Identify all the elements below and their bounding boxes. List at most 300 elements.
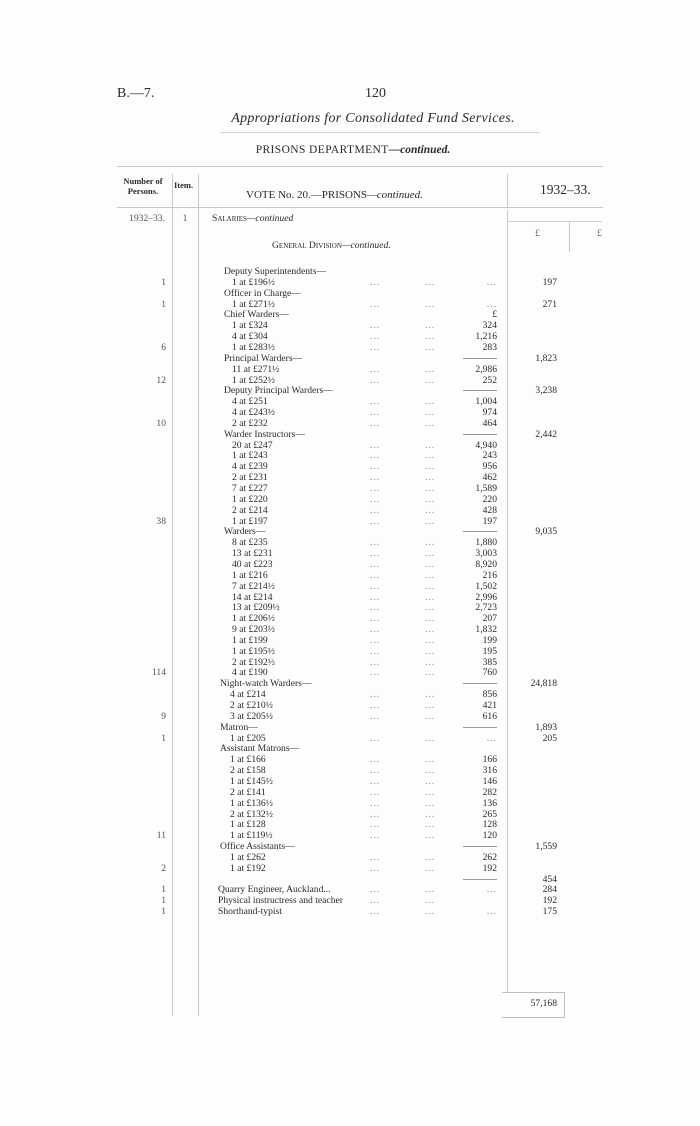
row-label-continued: —continued: [246, 213, 294, 224]
subtotal-rule: [463, 358, 497, 359]
total-amount: 3,238: [535, 385, 557, 397]
sub-amount: £: [492, 309, 497, 321]
row-label: [230, 754, 266, 765]
leader-dots: ...: [425, 569, 436, 581]
total-amount: 1,893: [535, 721, 557, 733]
row-label: [220, 722, 258, 733]
sub-amount: 282: [482, 786, 497, 798]
row-label-text: 2 at £214: [232, 504, 268, 516]
leader-dots: ...: [425, 374, 436, 386]
row-label-text: Deputy Principal Warders—: [224, 385, 333, 397]
row-label: [230, 700, 273, 711]
leader-dots: ...: [425, 667, 436, 679]
row-label-text: 2 at £231: [232, 472, 268, 484]
sub-amount: 195: [482, 645, 497, 657]
leader-dots: ...: [370, 765, 381, 777]
row-label: [230, 689, 266, 700]
row-label: [232, 407, 275, 418]
department-heading: [0, 144, 700, 156]
row-label: [230, 819, 266, 830]
row-label: [212, 213, 293, 224]
leader-dots: ...: [370, 320, 381, 332]
leader-dots: ...: [425, 537, 436, 549]
leader-dots: ...: [370, 906, 381, 918]
leader-dots: ...: [370, 580, 381, 592]
pound-sign-header: £: [535, 228, 540, 239]
row-label-text: 1 at £192: [230, 862, 266, 874]
row-label-text: 1 at £128: [230, 819, 266, 831]
subtotal-rule: [463, 727, 497, 728]
row-label: [220, 841, 295, 852]
sub-amount: 385: [482, 656, 497, 668]
row-label-text: 4 at £239: [232, 461, 268, 473]
row-label: [224, 526, 265, 537]
row-label-text: 1 at £262: [230, 851, 266, 863]
row-label: [218, 906, 282, 917]
row-label-text: Principal Warders—: [224, 352, 303, 364]
row-label: [230, 863, 266, 874]
row-label-text: 1 at £206½: [232, 613, 275, 625]
leader-dots: ...: [370, 515, 381, 527]
leader-dots: ...: [370, 439, 381, 451]
subtotal-rule: [463, 879, 497, 880]
item-number: 1: [182, 213, 188, 224]
leader-dots: ...: [425, 483, 436, 494]
row-label-text: 1 at £243: [232, 450, 268, 462]
row-label-text: 2 at £158: [230, 765, 266, 777]
leader-dots: ...: [425, 775, 436, 787]
leader-dots: ...: [370, 417, 381, 429]
vote-continued: —continued.: [367, 189, 423, 201]
leader-dots: ...: [370, 483, 381, 494]
subtotal-rule: [463, 531, 497, 532]
row-label-text: Shorthand-typist: [218, 906, 282, 918]
row-label-text: 1 at £205: [230, 732, 266, 744]
row-label: [230, 809, 273, 820]
persons-count: 10: [156, 417, 166, 429]
row-label: [224, 266, 326, 277]
row-label-text: 2 at £132½: [230, 808, 273, 820]
leader-dots: ...: [425, 906, 436, 918]
leader-dots: ...: [425, 819, 436, 831]
leader-dots: ...: [370, 700, 381, 711]
total-amount: 192: [542, 895, 557, 907]
leader-dots: ...: [425, 558, 436, 570]
page-title: Appropriations for Consolidated Fund Services.: [231, 111, 515, 126]
sub-amount: 856: [482, 689, 497, 701]
sub-amount: 462: [482, 472, 497, 484]
sub-amount: 3,003: [475, 548, 497, 560]
sub-amount: 243: [482, 450, 497, 462]
leader-dots: ...: [425, 515, 436, 527]
leader-dots: ...: [370, 331, 381, 343]
leader-dots: ...: [370, 558, 381, 570]
row-label-text: Physical instructress and teacher: [218, 895, 343, 907]
leader-dots: ...: [425, 472, 436, 484]
subtotal-rule: [463, 390, 497, 391]
grand-total: 57,168: [530, 998, 557, 1009]
total-amount: 175: [542, 906, 557, 918]
row-label: [232, 646, 275, 657]
total-amount: 271: [542, 298, 557, 310]
row-label: [232, 472, 268, 483]
leader-dots: ...: [370, 732, 381, 744]
leader-dots: ...: [370, 851, 381, 863]
sub-amount: 216: [482, 569, 497, 581]
row-label-text: 4 at £251: [232, 396, 268, 408]
sub-amount: 1,589: [475, 483, 497, 494]
row-label-text: Office Assistants—: [220, 841, 295, 853]
leader-dots: ...: [425, 765, 436, 777]
leader-dots: ...: [370, 504, 381, 516]
row-label: [232, 483, 268, 494]
leader-dots: ...: [370, 689, 381, 701]
row-label: [232, 635, 268, 646]
row-label-text: Chief Warders—: [224, 309, 289, 321]
sub-amount: 428: [482, 504, 497, 516]
leader-dots: ...: [486, 298, 497, 310]
leader-dots: ...: [370, 797, 381, 809]
leader-dots: ...: [486, 732, 497, 744]
leader-dots: ...: [425, 656, 436, 668]
leader-dots: ...: [425, 732, 436, 744]
row-label: [232, 602, 280, 613]
leader-dots: ...: [425, 450, 436, 462]
row-label-text: Deputy Superintendents—: [224, 266, 327, 277]
row-label: [230, 798, 273, 809]
row-label: [232, 418, 268, 429]
leader-dots: ...: [425, 754, 436, 766]
row-label: [232, 320, 268, 331]
leader-dots: ...: [370, 493, 381, 505]
leader-dots: ...: [425, 797, 436, 809]
row-label: [224, 309, 289, 320]
row-label: [232, 299, 275, 310]
leader-dots: ...: [370, 819, 381, 831]
sub-amount: 166: [482, 754, 497, 766]
leader-dots: ...: [425, 689, 436, 701]
persons-count: 114: [151, 667, 166, 679]
leader-dots: ...: [425, 580, 436, 592]
leader-dots: ...: [425, 710, 436, 722]
row-label-text: 13 at £209½: [232, 602, 280, 614]
row-label: [224, 385, 333, 396]
sub-amount: 207: [482, 613, 497, 625]
row-label: [220, 743, 299, 754]
row-label-text: Assistant Matrons—: [220, 743, 300, 755]
leader-dots: ...: [370, 472, 381, 484]
leader-dots: ...: [425, 504, 436, 516]
leader-dots: ...: [486, 906, 497, 918]
row-label: [224, 288, 301, 299]
leader-dots: ...: [370, 808, 381, 820]
leader-dots: ...: [370, 363, 381, 375]
sub-amount: 146: [482, 775, 497, 787]
leader-dots: ...: [425, 396, 436, 408]
row-label: [232, 537, 268, 548]
leader-dots: ...: [425, 808, 436, 820]
persons-count: 11: [156, 830, 166, 842]
leader-dots: ...: [425, 851, 436, 863]
department-continued: —continued.: [388, 144, 451, 156]
sub-amount: 2,723: [475, 602, 497, 614]
leader-dots: ...: [425, 548, 436, 560]
row-label: [232, 657, 275, 668]
leader-dots: ...: [425, 830, 436, 842]
row-label-text: 1 at £197: [232, 515, 268, 527]
sub-amount: 192: [482, 862, 497, 874]
row-label: [232, 581, 275, 592]
persons-count: 2: [161, 862, 166, 874]
row-label-text: 13 at £231: [232, 548, 273, 560]
sub-amount: 316: [482, 765, 497, 777]
total-amount: 1,559: [535, 841, 557, 853]
sub-amount: 464: [482, 417, 497, 429]
vote-title: VOTE No. 20.—PRISONS: [246, 189, 368, 201]
sub-amount: 1,004: [475, 396, 497, 408]
column-divider-year-head: [507, 174, 508, 208]
row-label: [272, 240, 391, 251]
row-label-text: 1 at £195½: [232, 645, 275, 657]
leader-dots: ...: [370, 884, 381, 896]
sub-amount: 616: [482, 710, 497, 722]
row-label-text: 1 at £119½: [230, 830, 273, 842]
sub-amount: 197: [482, 515, 497, 527]
leader-dots: ...: [425, 461, 436, 473]
total-amount: 197: [542, 276, 557, 288]
pound-sign-header-2: £: [597, 228, 602, 239]
sub-amount: 136: [482, 797, 497, 809]
sub-amount: 1,216: [475, 331, 497, 343]
row-label: [218, 884, 331, 895]
leader-dots: ...: [486, 884, 497, 896]
leader-dots: ...: [425, 341, 436, 353]
leader-dots: ...: [425, 862, 436, 874]
row-label-text: 2 at £210½: [230, 700, 273, 711]
row-label-text: 7 at £214½: [232, 580, 275, 592]
row-label: [232, 396, 268, 407]
page-number: 120: [365, 86, 386, 101]
row-label: [232, 505, 268, 516]
row-label: [232, 450, 268, 461]
row-label-text: 11 at £271½: [232, 363, 280, 375]
total-amount: 9,035: [535, 526, 557, 538]
column-divider-persons: [172, 174, 173, 1016]
sub-amount: 265: [482, 808, 497, 820]
subtotal-rule: [463, 846, 497, 847]
subtotal-rule: [463, 683, 497, 684]
row-label-text: 2 at £192½: [232, 656, 275, 668]
leader-dots: ...: [370, 645, 381, 657]
total-amount: 284: [542, 884, 557, 896]
leader-dots: ...: [370, 341, 381, 353]
persons-count: 1: [161, 884, 166, 896]
leader-dots: ...: [370, 895, 381, 907]
row-label-text: 1 at £271½: [232, 298, 275, 310]
row-label-text: 4 at £304: [232, 331, 268, 343]
leader-dots: ...: [425, 493, 436, 505]
total-amount: 2,442: [535, 428, 557, 440]
leader-dots: ...: [425, 613, 436, 625]
leader-dots: ...: [425, 298, 436, 310]
column-header-item: Item.: [174, 180, 194, 190]
total-amount: 1,823: [535, 352, 557, 364]
column-divider-amounts: [507, 210, 508, 992]
row-label-text: Salaries: [212, 213, 247, 224]
leader-dots: ...: [425, 634, 436, 646]
leader-dots: ...: [370, 450, 381, 462]
row-label-text: 2 at £141: [230, 786, 266, 798]
leader-dots: ...: [425, 320, 436, 332]
row-label: [230, 852, 266, 863]
row-label: [230, 711, 273, 722]
row-label: [230, 787, 266, 798]
row-label: [218, 895, 343, 906]
leader-dots: ...: [370, 862, 381, 874]
row-label-text: 20 at £247: [232, 439, 273, 451]
leader-dots: ...: [370, 276, 381, 288]
row-label-text: 1 at £166: [230, 754, 266, 766]
leader-dots: ...: [370, 754, 381, 766]
sub-amount: 262: [482, 851, 497, 863]
leader-dots: ...: [370, 591, 381, 603]
leader-dots: ...: [425, 602, 436, 614]
row-label-text: 1 at £220: [232, 493, 268, 505]
row-label: [232, 613, 275, 624]
leader-dots: ...: [425, 700, 436, 711]
row-label-text: 1 at £136½: [230, 797, 273, 809]
leader-dots: ...: [486, 276, 497, 288]
row-label: [232, 440, 273, 451]
leader-dots: ...: [425, 276, 436, 288]
row-label: [232, 592, 273, 603]
sub-amount: 324: [482, 320, 497, 332]
leader-dots: ...: [425, 884, 436, 896]
sub-amount: 1,832: [475, 624, 497, 636]
row-label-text: Quarry Engineer, Auckland...: [218, 884, 331, 896]
leader-dots: ...: [370, 374, 381, 386]
persons-count: 1: [161, 895, 166, 907]
sub-amount: 252: [482, 374, 497, 386]
row-label-text: 9 at £203½: [232, 624, 275, 636]
sub-amount: 974: [482, 407, 497, 419]
row-label: [232, 548, 273, 559]
persons-count: 1: [161, 276, 166, 288]
leader-dots: ...: [370, 407, 381, 419]
sub-amount: 2,996: [475, 591, 497, 603]
row-label-text: 4 at £214: [230, 689, 266, 701]
row-label-continued: —continued.: [341, 240, 391, 251]
sub-amount: 2,986: [475, 363, 497, 375]
row-label-text: 40 at £223: [232, 558, 273, 570]
row-label: [232, 516, 268, 527]
header-bottom-rule: [117, 207, 603, 208]
sub-amount: 199: [482, 634, 497, 646]
leader-dots: ...: [370, 634, 381, 646]
row-label-text: Warders—: [224, 526, 266, 538]
row-label: [230, 776, 273, 787]
sub-amount: 956: [482, 461, 497, 473]
leader-dots: ...: [370, 602, 381, 614]
row-label-text: 1 at £283½: [232, 341, 275, 353]
row-label-text: Officer in Charge—: [224, 287, 301, 299]
leader-dots: ...: [370, 298, 381, 310]
row-label-text: 14 at £214: [232, 591, 273, 603]
leader-dots: ...: [370, 656, 381, 668]
row-label-text: 1 at £216: [232, 569, 268, 581]
row-label: [232, 364, 279, 375]
sub-amount: 1,502: [475, 580, 497, 592]
row-label-text: 4 at £190: [232, 667, 268, 679]
leader-dots: ...: [425, 624, 436, 636]
row-label: [232, 624, 275, 635]
row-label: [224, 429, 305, 440]
row-label-text: 1 at £324: [232, 320, 268, 332]
document-reference: B.—7.: [117, 86, 155, 101]
leader-dots: ...: [425, 895, 436, 907]
leader-dots: ...: [370, 396, 381, 408]
sub-amount: 4,940: [475, 439, 497, 451]
leader-dots: ...: [370, 667, 381, 679]
row-label-text: 1 at £196½: [232, 276, 275, 288]
row-label-text: General Division: [272, 240, 342, 251]
sub-amount: 8,920: [475, 558, 497, 570]
column-header-year: 1932–33.: [540, 182, 591, 197]
title-rule: [220, 132, 540, 133]
leader-dots: ...: [425, 786, 436, 798]
row-label: [232, 342, 275, 353]
row-label-text: 3 at £205½: [230, 710, 273, 722]
leader-dots: ...: [370, 537, 381, 549]
leader-dots: ...: [425, 331, 436, 343]
persons-count: 1: [161, 906, 166, 918]
persons-count: 9: [161, 710, 166, 722]
leader-dots: ...: [425, 407, 436, 419]
leader-dots: ...: [370, 569, 381, 581]
year-subheader: 1932–33.: [129, 213, 165, 224]
row-label-text: Warder Instructors—: [224, 428, 306, 440]
leader-dots: ...: [370, 461, 381, 473]
sub-amount: 760: [482, 667, 497, 679]
row-label-text: 4 at £243½: [232, 407, 275, 419]
row-label: [232, 494, 268, 505]
row-label-text: Night-watch Warders—: [220, 678, 312, 690]
row-label: [230, 765, 266, 776]
row-label: [232, 667, 268, 678]
leader-dots: ...: [370, 830, 381, 842]
row-label: [232, 375, 275, 386]
row-label: [230, 733, 266, 744]
total-amount: 454: [542, 873, 557, 885]
row-label-text: 8 at £235: [232, 537, 268, 549]
persons-count: 12: [156, 374, 166, 386]
total-amount: 24,818: [530, 678, 557, 690]
row-label-text: 1 at £199: [232, 634, 268, 646]
leader-dots: ...: [425, 363, 436, 375]
year-subheader-rule: [507, 221, 602, 222]
row-label: [232, 331, 268, 342]
row-label-text: Matron—: [220, 721, 258, 733]
persons-count: 6: [161, 341, 166, 353]
subtotal-rule: [463, 434, 497, 435]
leader-dots: ...: [370, 710, 381, 722]
sub-amount: 128: [482, 819, 497, 831]
persons-count: 38: [156, 515, 166, 527]
header-top-rule: [117, 166, 603, 167]
sub-amount: 1,880: [475, 537, 497, 549]
row-label-text: 1 at £252½: [232, 374, 275, 386]
column-divider-item: [198, 174, 199, 1016]
